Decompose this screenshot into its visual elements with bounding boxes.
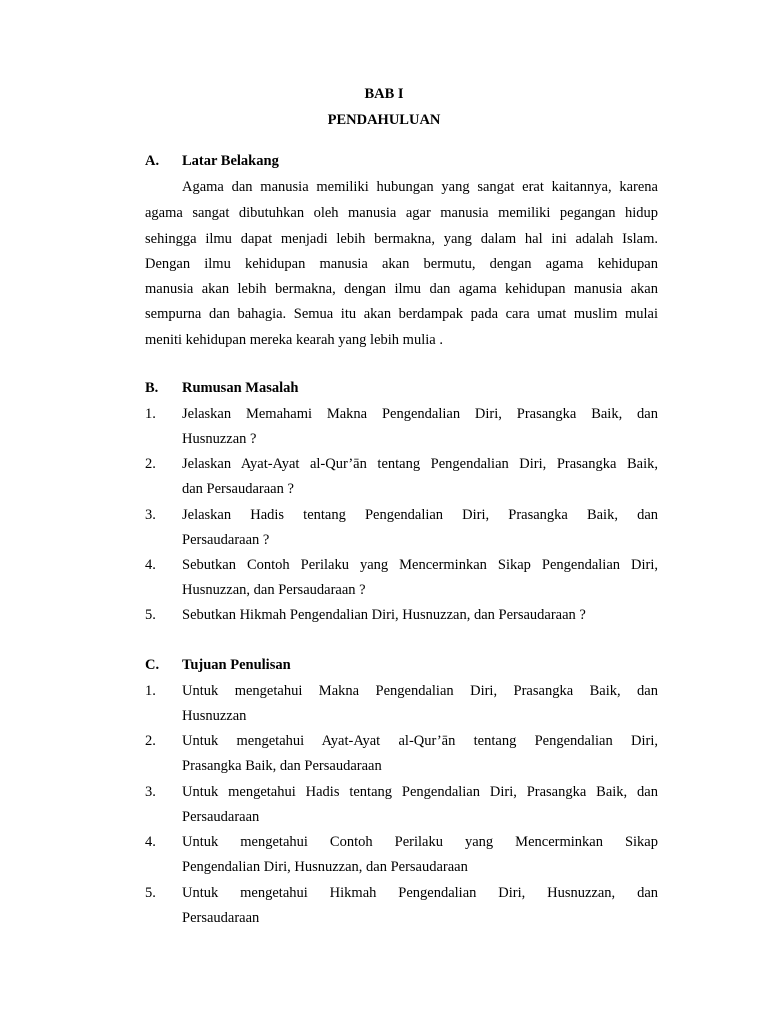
page-title: PENDAHULUAN <box>327 112 441 128</box>
list-item-line: Untuk mengetahui Makna Pengendalian Diri, Prasangka Baik, dan <box>182 683 658 699</box>
list-item-line: Jelaskan Hadis tentang Pengendalian Diri, Prasangka Baik, dan <box>182 507 658 523</box>
list-item-line: Pengendalian Diri, Husnuzzan, dan Persaudaraan <box>182 859 468 875</box>
list-item-line: Sebutkan Hikmah Pengendalian Diri, Husnuzzan, dan Persaudaraan ? <box>182 607 586 623</box>
list-item-line: Prasangka Baik, dan Persaudaraan <box>182 758 382 774</box>
section-c-title: Tujuan Penulisan <box>182 657 291 673</box>
list-item-line: Persaudaraan <box>182 910 260 926</box>
paragraph-line: agama sangat dibutuhkan oleh manusia agar manusia memiliki pegangan hidup <box>145 205 658 221</box>
section-c-letter: C. <box>145 657 160 673</box>
list-item-line: Untuk mengetahui Ayat-Ayat al-Qur’ān tentang Pengendalian Diri, <box>182 733 658 749</box>
list-item-number: 4. <box>145 557 156 573</box>
list-item-line: Jelaskan Ayat-Ayat al-Qur’ān tentang Pengendalian Diri, Prasangka Baik, <box>182 456 658 472</box>
list-item-line: Sebutkan Contoh Perilaku yang Mencerminkan Sikap Pengendalian Diri, <box>182 557 658 573</box>
paragraph-line: meniti kehidupan mereka kearah yang lebih mulia . <box>145 332 443 348</box>
list-item-number: 5. <box>145 607 156 623</box>
list-item-line: Persaudaraan <box>182 809 260 825</box>
list-item-number: 5. <box>145 885 156 901</box>
section-b-title: Rumusan Masalah <box>182 380 299 396</box>
list-item-number: 2. <box>145 733 156 749</box>
list-item-line: Persaudaraan ? <box>182 532 270 548</box>
list-item-number: 3. <box>145 507 156 523</box>
list-item-number: 3. <box>145 784 156 800</box>
list-item-line: Untuk mengetahui Hadis tentang Pengendalian Diri, Prasangka Baik, dan <box>182 784 658 800</box>
list-item-number: 1. <box>145 406 156 422</box>
paragraph-line: Agama dan manusia memiliki hubungan yang sangat erat kaitannya, karena <box>182 179 658 195</box>
list-item-line: Husnuzzan, dan Persaudaraan ? <box>182 582 366 598</box>
section-a-title: Latar Belakang <box>182 153 279 169</box>
list-item-line: Husnuzzan <box>182 708 247 724</box>
list-item-line: Jelaskan Memahami Makna Pengendalian Diri, Prasangka Baik, dan <box>182 406 658 422</box>
list-item-number: 4. <box>145 834 156 850</box>
list-item-line: Untuk mengetahui Hikmah Pengendalian Diri, Husnuzzan, dan <box>182 885 658 901</box>
list-item-line: dan Persaudaraan ? <box>182 481 294 497</box>
paragraph-line: manusia akan lebih bermakna, dengan ilmu dan agama kehidupan manusia akan <box>145 281 658 297</box>
section-a-letter: A. <box>145 153 160 169</box>
list-item-number: 2. <box>145 456 156 472</box>
chapter-heading: BAB I <box>364 86 404 102</box>
paragraph-line: sempurna dan bahagia. Semua itu akan berdampak pada cara umat muslim mulai <box>145 306 658 322</box>
list-item-line: Husnuzzan ? <box>182 431 257 447</box>
list-item-line: Untuk mengetahui Contoh Perilaku yang Mencerminkan Sikap <box>182 834 658 850</box>
section-b-letter: B. <box>145 380 159 396</box>
list-item-number: 1. <box>145 683 156 699</box>
paragraph-line: Dengan ilmu kehidupan manusia akan bermutu, dengan agama kehidupan <box>145 256 658 272</box>
paragraph-line: sehingga ilmu dapat menjadi lebih bermakna, yang dalam hal ini adalah Islam. <box>145 231 658 247</box>
